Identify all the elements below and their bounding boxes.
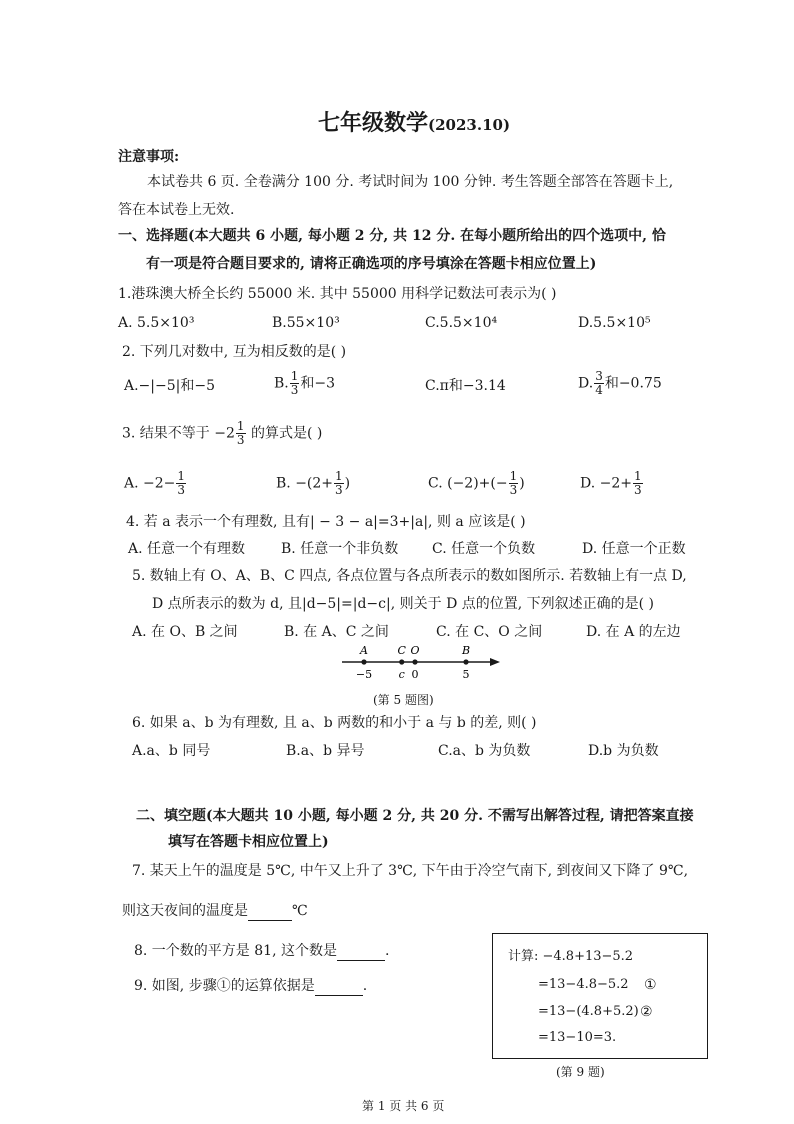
q5-option-b: B. 在 A、C 之间 <box>284 624 389 640</box>
q3-option-d: D. −2+ $\frac{1}{3}$ <box>580 469 642 497</box>
q2-option-d: D. $\frac{3}{4}$ 和−0.75 <box>578 369 662 397</box>
q2-option-a: A.−|−5|和−5 <box>124 378 215 394</box>
q7-stem-2: 则这天夜间的温度是 ℃ <box>122 903 308 919</box>
q7-stem-1: 7. 某天上午的温度是 5℃, 中午又上升了 3℃, 下午由于冷空气南下, 到夜间又下降了 9℃, <box>132 863 689 879</box>
calc-line-2: =13−4.8−5.2 <box>538 977 629 992</box>
calc-line-1: 计算: −4.8+13−5.2 <box>508 949 634 964</box>
q9-figure-caption: (第 9 题) <box>556 1065 605 1079</box>
point-a-name: A <box>360 644 368 657</box>
q4-option-a: A. 任意一个有理数 <box>128 541 246 557</box>
q1-option-b: B.55×10³ <box>272 315 340 331</box>
q6-option-d: D.b 为负数 <box>588 743 659 759</box>
q5-stem-1: 5. 数轴上有 O、A、B、C 四点, 各点位置与各点所表示的数如图所示. 若数轴上有一点 D, <box>132 568 687 584</box>
q3-stem: 3. 结果不等于 −2 $\frac{1}{3}$ 的算式是( ) <box>122 419 323 447</box>
title-main: 七年级数学 <box>318 110 429 136</box>
q5-option-d: D. 在 A 的左边 <box>586 624 681 640</box>
point-a-dot <box>361 659 366 664</box>
q9-answer-blank[interactable] <box>315 981 363 996</box>
q2-stem: 2. 下列几对数中, 互为相反数的是( ) <box>122 344 347 360</box>
q1-stem: 1.港珠澳大桥全长约 55000 米. 其中 55000 用科学记数法可表示为( ) <box>118 286 557 302</box>
q2-option-b: B. $\frac{1}{3}$ 和−3 <box>274 369 336 397</box>
number-line-figure <box>330 640 510 684</box>
q1-option-d: D.5.5×10⁵ <box>578 315 651 331</box>
q5-option-c: C. 在 C、O 之间 <box>436 624 543 640</box>
q6-option-c: C.a、b 为负数 <box>438 743 531 759</box>
point-c-name: C <box>397 644 406 657</box>
q5-figure-caption: (第 5 题图) <box>373 693 434 707</box>
q1-option-c: C.5.5×10⁴ <box>425 315 498 331</box>
q4-option-c: C. 任意一个负数 <box>432 541 536 557</box>
notice-line-2: 答在本试卷上无效. <box>118 202 235 218</box>
notice-heading: 注意事项: <box>118 149 180 165</box>
q1-option-a: A. 5.5×10³ <box>118 315 195 331</box>
q9-stem: 9. 如图, 步骤①的运算依据是 . <box>134 978 368 994</box>
point-b-value-label: 5 <box>462 668 470 681</box>
q6-option-b: B.a、b 异号 <box>286 743 365 759</box>
section2-heading-2: 填写在答题卡相应位置上) <box>168 834 329 850</box>
point-b-dot <box>463 659 468 664</box>
q3-option-c: C. (−2)+(− $\frac{1}{3}$ ) <box>428 469 525 497</box>
notice-line-1: 本试卷共 6 页. 全卷满分 100 分. 考试时间为 100 分钟. 考生答题全部答在答题卡上, <box>147 174 674 190</box>
page-footer: 第 1 页 共 6 页 <box>362 1099 445 1113</box>
section1-heading-2: 有一项是符合题目要求的, 请将正确选项的序号填涂在答题卡相应位置上) <box>146 256 597 272</box>
calc-line-4: =13−10=3. <box>538 1030 617 1045</box>
q5-stem-2: D 点所表示的数为 d, 且|d−5|=|d−c|, 则关于 D 点的位置, 下列叙述正确的是( ) <box>152 596 655 612</box>
q7-answer-blank[interactable] <box>248 906 292 921</box>
page-title <box>318 106 510 137</box>
q6-option-a: A.a、b 同号 <box>132 743 211 759</box>
point-o-name: O <box>410 644 420 657</box>
section1-heading-1: 一、选择题(本大题共 6 小题, 每小题 2 分, 共 12 分. 在每小题所给出的四个选项中, 恰 <box>118 228 666 244</box>
q2-option-c: C.π和−3.14 <box>425 378 506 394</box>
point-b-name: B <box>461 644 471 657</box>
q4-option-d: D. 任意一个正数 <box>582 541 686 557</box>
q4-stem: 4. 若 a 表示一个有理数, 且有| − 3 − a|=3+|a|, 则 a 应该是( ) <box>126 514 526 530</box>
title-date: (2023.10) <box>428 116 511 134</box>
q3-option-b: B. −(2+ $\frac{1}{3}$ ) <box>276 469 351 497</box>
point-c-dot <box>399 659 404 664</box>
section2-heading-1: 二、填空题(本大题共 10 小题, 每小题 2 分, 共 20 分. 不需写出解答过程, 请把答案直接 <box>136 808 694 824</box>
number-line-arrow <box>490 658 500 666</box>
calc-line-3: =13−(4.8+5.2) <box>538 1004 639 1019</box>
point-a-value-label: −5 <box>355 668 373 681</box>
q6-stem: 6. 如果 a、b 为有理数, 且 a、b 两数的和小于 a 与 b 的差, 则( ) <box>132 715 537 731</box>
q8-stem: 8. 一个数的平方是 81, 这个数是 . <box>134 943 390 959</box>
point-o-value-label: 0 <box>411 668 419 681</box>
q8-answer-blank[interactable] <box>337 946 385 961</box>
point-c-value-label: c <box>398 668 405 681</box>
q5-option-a: A. 在 O、B 之间 <box>132 624 238 640</box>
calc-step-1-mark: ① <box>644 977 657 993</box>
calc-step-2-mark: ② <box>640 1004 653 1020</box>
q3-option-a: A. −2− $\frac{1}{3}$ <box>124 469 186 497</box>
point-o-dot <box>412 659 417 664</box>
q4-option-b: B. 任意一个非负数 <box>281 541 399 557</box>
